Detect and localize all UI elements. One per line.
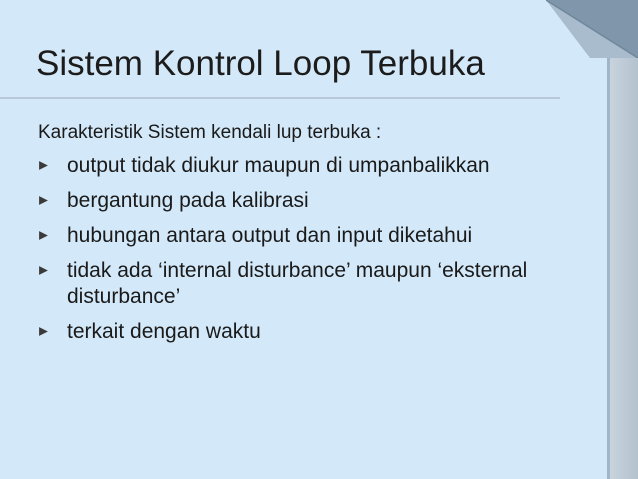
corner-decoration <box>546 0 638 58</box>
triangle-bullet-icon <box>38 160 49 171</box>
title-divider <box>0 97 560 99</box>
bullet-text: output tidak diukur maupun di umpanbalikkan <box>67 154 490 177</box>
triangle-bullet-icon <box>38 326 49 337</box>
bullet-item <box>38 319 558 345</box>
slide-title: Sistem Kontrol Loop Terbuka <box>36 44 485 83</box>
bullet-text: bergantung pada kalibrasi <box>67 189 309 212</box>
bullet-list <box>38 153 558 354</box>
bullet-item <box>38 188 558 214</box>
bullet-text: tidak ada ‘internal disturbance’ maupun ‘eksternal disturbance’ <box>67 259 528 308</box>
triangle-bullet-icon <box>38 265 49 276</box>
bullet-item <box>38 153 558 179</box>
triangle-bullet-icon <box>38 230 49 241</box>
bullet-text: hubungan antara output dan input diketahui <box>67 224 473 247</box>
intro-text: Karakteristik Sistem kendali lup terbuka : <box>38 122 382 143</box>
triangle-bullet-icon <box>38 195 49 206</box>
bullet-item <box>38 223 558 249</box>
bullet-item <box>38 258 558 310</box>
bullet-text: terkait dengan waktu <box>67 320 261 343</box>
slide-edge-strip <box>610 0 638 479</box>
